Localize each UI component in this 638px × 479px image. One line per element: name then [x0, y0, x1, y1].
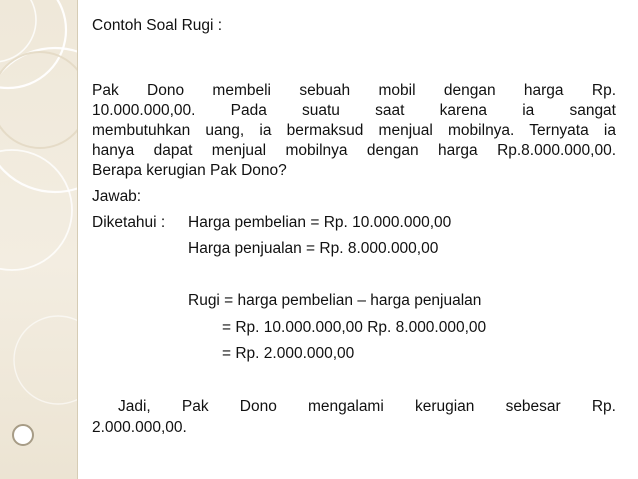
loss-formula: Rugi = harga pembelian – harga penjualan — [188, 292, 482, 309]
question-line-5: Berapa kerugian Pak Dono? — [92, 162, 287, 179]
slide-bullet-icon — [12, 424, 34, 446]
known-selling-price: Harga penjualan = Rp. 8.000.000,00 — [188, 240, 439, 257]
slide-title: Contoh Soal Rugi : — [92, 17, 223, 34]
conclusion-line-1: Jadi, Pak Dono mengalami kerugian sebesar Rp. — [118, 398, 616, 415]
question-line-1: Pak Dono membeli sebuah mobil dengan harga Rp. — [92, 82, 616, 99]
conclusion-line-2: 2.000.000,00. — [92, 419, 187, 436]
answer-label: Jawab: — [92, 188, 142, 205]
calculation-step-2: = Rp. 2.000.000,00 — [222, 345, 355, 362]
decorative-sidebar — [0, 0, 78, 479]
question-line-3: membutuhkan uang, ia bermaksud menjual mobilnya. Ternyata ia — [92, 122, 616, 139]
question-line-4: hanya dapat menjual mobilnya dengan harga Rp.8.000.000,00. — [92, 142, 616, 159]
calculation-step-1: = Rp. 10.000.000,00 Rp. 8.000.000,00 — [222, 319, 487, 336]
known-purchase-price: Harga pembelian = Rp. 10.000.000,00 — [188, 214, 452, 231]
known-label: Diketahui : — [92, 214, 166, 231]
question-line-2: 10.000.000,00. Pada suatu saat karena ia sangat — [92, 102, 616, 119]
sidebar-divider — [77, 0, 78, 479]
